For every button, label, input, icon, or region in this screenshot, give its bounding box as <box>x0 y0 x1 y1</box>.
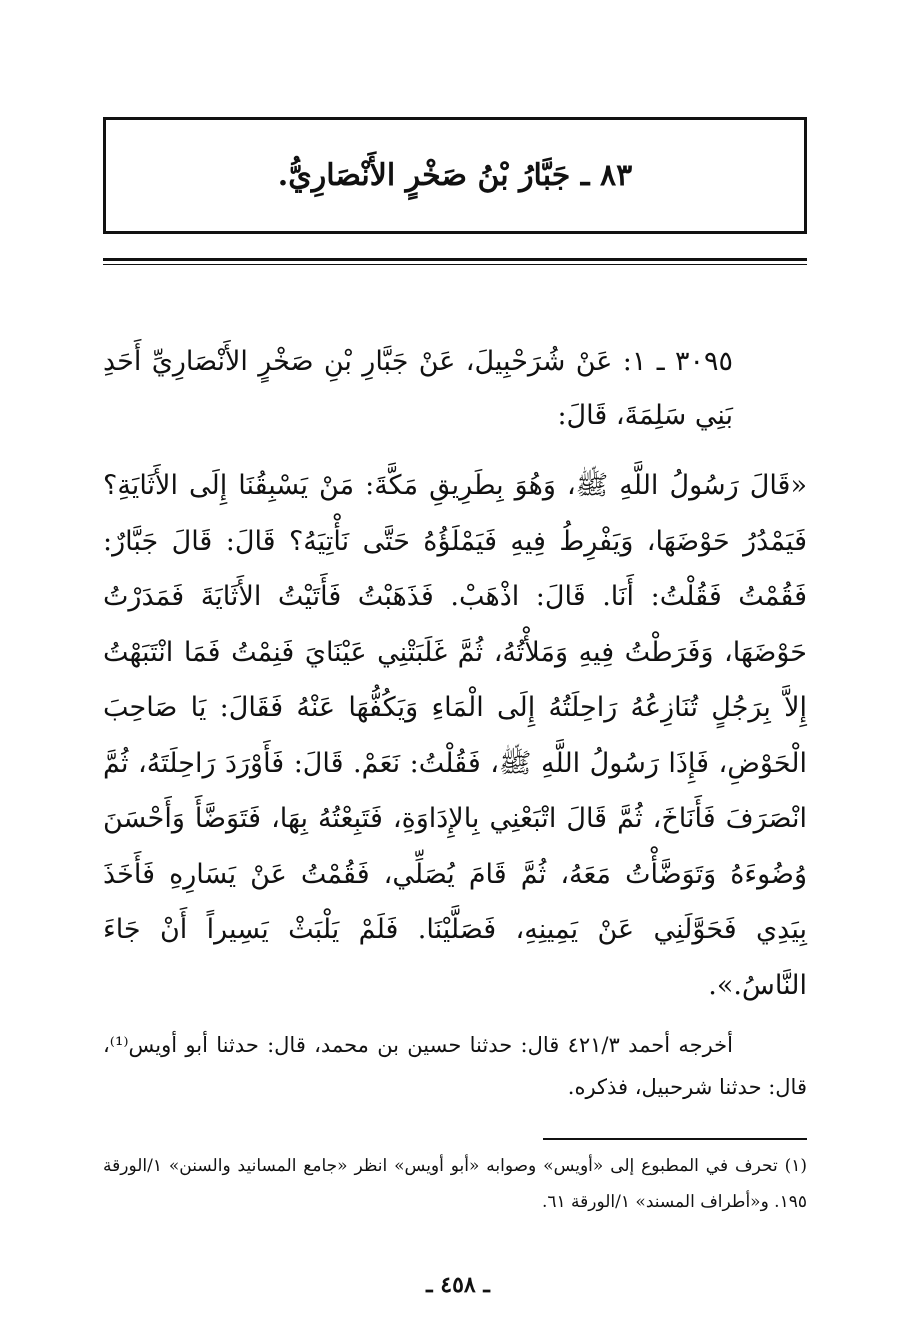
chapter-title: ٨٣ ـ جَبَّارُ بْنُ صَخْرٍ الأَنْصَارِيُّ. <box>277 157 633 193</box>
title-divider-thin <box>103 264 807 265</box>
takhrij-note: أخرجه أحمد ٤٢١/٣ قال: حدثنا حسين بن محمد، قال: حدثنا أبو أويس⁽¹⁾، قال: حدثنا شرحبيل، فذكره. <box>103 1033 807 1099</box>
hadith-heading: ٣٠٩٥ ـ ١: عَنْ شُرَحْبِيلَ، عَنْ جَبَّارِ بْنِ صَخْرٍ الأَنْصَارِيِّ أَحَدِ بَنِي سَلِمَةَ، قَالَ: <box>103 346 733 431</box>
title-divider-thick <box>103 258 807 261</box>
footnote: (١) تحرف في المطبوع إلى «أويس» وصوابه «أبو أويس» انظر «جامع المسانيد والسنن» ١/الورقة ١٩٥. و«أطراف المسند» ١/الورقة ٦١. <box>103 1156 807 1212</box>
hadith-text: «قَالَ رَسُولُ اللَّهِ ﷺ، وَهُوَ بِطَرِيقِ مَكَّةَ: مَنْ يَسْبِقُنَا إِلَى الأَثَايَةِ؟ فَيَمْدُرُ حَوْضَهَا، وَيَفْرِطُ فِيهِ فَيَمْلَؤُهُ حَتَّى نَأْتِيَهُ؟ قَالَ: قَالَ جَبَّارٌ: فَقُمْتُ فَقُلْتُ: أَنَا. قَالَ: اذْهَبْ. فَذَهَبْتُ فَأَتَيْتُ الأَثَايَةَ فَمَدَرْتُ حَوْضَهَا، وَفَرَطْتُ فِيهِ وَمَلأْتُهُ، ثُمَّ غَلَبَتْنِي عَيْنَايَ فَنِمْتُ فَمَا انْتَبَهْتُ إِلاَّ بِرَجُلٍ تُنَازِعُهُ رَاحِلَتُهُ إِلَى الْمَاءِ وَيَكُفُّهَا عَنْهُ فَقَالَ: يَا صَاحِبَ الْحَوْضِ، فَإِذَا رَسُولُ اللَّهِ ﷺ، فَقُلْتُ: نَعَمْ. قَالَ: فَأَوْرَدَ رَاحِلَتَهُ، ثُمَّ انْصَرَفَ فَأَنَاخَ، ثُمَّ قَالَ اتْبَعْنِي بِالإِدَاوَةِ، فَتَبِعْتُهُ بِهَا، فَتَوَضَّأَ وَأَحْسَنَ وُضُوءَهُ وَتَوَضَّأْتُ مَعَهُ، ثُمَّ قَامَ يُصَلِّي، فَقُمْتُ عَنْ يَسَارِهِ فَأَخَذَ بِيَدِي فَحَوَّلَنِي عَنْ يَمِينِهِ، فَصَلَّيْنَا. فَلَمْ يَلْبَثْ يَسِيراً أَنْ جَاءَ النَّاسُ.». <box>103 470 807 1001</box>
page-number: ـ ٤٥٨ ـ <box>426 1272 490 1298</box>
chapter-title-box <box>103 117 807 234</box>
footnote-divider <box>543 1138 807 1140</box>
